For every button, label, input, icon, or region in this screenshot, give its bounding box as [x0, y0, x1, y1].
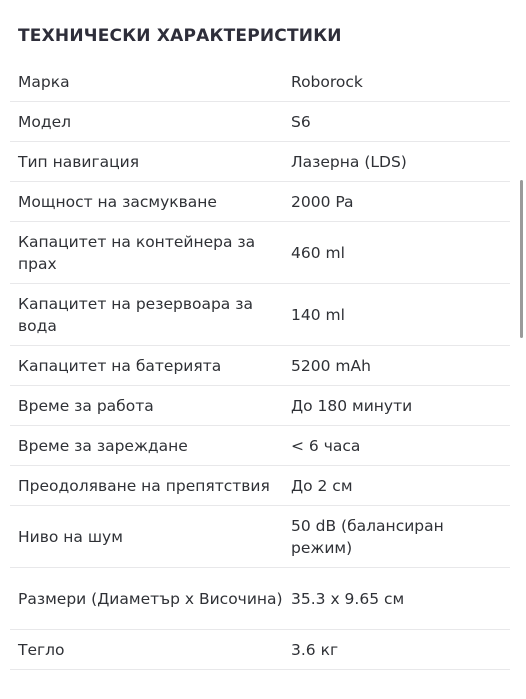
spec-label: Капацитет на контейнера за прах — [18, 232, 256, 273]
spec-row-dust-bin — [10, 222, 510, 284]
spec-row-navigation — [10, 142, 510, 182]
spec-value: 2000 Pa — [291, 192, 354, 211]
spec-label: Време за зареждане — [18, 436, 188, 455]
spec-label: Марка — [18, 72, 70, 91]
spec-value: 3.6 кг — [291, 640, 339, 659]
spec-value: 5200 mAh — [291, 356, 371, 375]
spec-label: Ниво на шум — [18, 527, 123, 546]
vertical-scrollbar[interactable] — [520, 180, 523, 338]
spec-value: < 6 часа — [291, 436, 361, 455]
spec-row-noise — [10, 506, 510, 568]
spec-value: 140 ml — [291, 305, 345, 324]
spec-label: Време за работа — [18, 396, 154, 415]
spec-row-brand — [10, 62, 510, 102]
specs-table — [0, 62, 510, 670]
section-title: ТЕХНИЧЕСКИ ХАРАКТЕРИСТИКИ — [18, 26, 342, 46]
spec-label: Мощност на засмукване — [18, 192, 217, 211]
spec-row-weight — [10, 630, 510, 670]
spec-row-charging-time — [10, 426, 510, 466]
spec-value: До 2 см — [291, 476, 353, 495]
spec-label: Модел — [18, 112, 72, 131]
spec-label: Капацитет на батерията — [18, 356, 222, 375]
spec-row-runtime — [10, 386, 510, 426]
spec-row-dimensions — [10, 568, 510, 630]
spec-value: До 180 минути — [291, 396, 413, 415]
spec-label: Преодоляване на препятствия — [18, 476, 270, 495]
spec-row-obstacle — [10, 466, 510, 506]
spec-value: S6 — [291, 112, 311, 131]
spec-row-battery — [10, 346, 510, 386]
spec-row-model — [10, 102, 510, 142]
spec-value: 35.3 x 9.65 см — [291, 589, 405, 608]
spec-value: 460 ml — [291, 243, 345, 262]
spec-row-water-tank — [10, 284, 510, 346]
spec-label: Капацитет на резервоара за вода — [18, 294, 253, 335]
spec-value: Лазерна (LDS) — [291, 152, 407, 171]
spec-value: 50 dB (балансиран режим) — [291, 516, 444, 557]
spec-label: Тегло — [18, 640, 65, 659]
spec-row-suction — [10, 182, 510, 222]
spec-value: Roborock — [291, 72, 363, 91]
spec-label: Размери (Диаметър x Височина) — [18, 589, 283, 608]
spec-label: Тип навигация — [18, 152, 140, 171]
